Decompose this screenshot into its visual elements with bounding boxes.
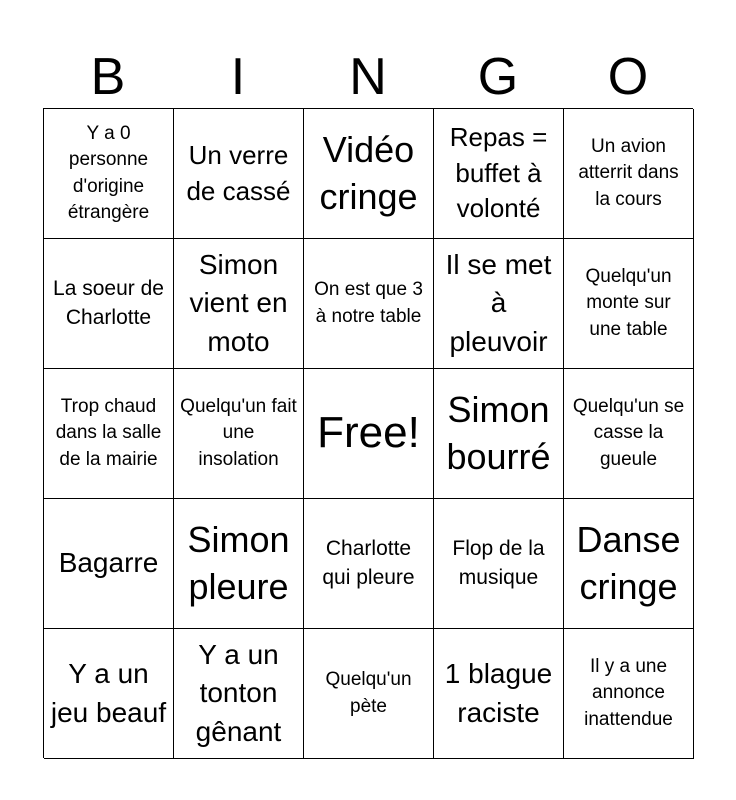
cell-text: Simon pleure <box>187 518 290 607</box>
bingo-cell[interactable] <box>434 109 564 239</box>
bingo-cell[interactable] <box>564 499 694 629</box>
bingo-cell[interactable] <box>304 499 434 629</box>
cell-text: 1 blague raciste <box>444 657 553 728</box>
bingo-cell[interactable] <box>564 369 694 499</box>
bingo-cell[interactable] <box>434 369 564 499</box>
bingo-cell[interactable] <box>564 629 694 759</box>
cell-text: Simon vient en moto <box>189 248 288 357</box>
cell-text: Quelqu'un se casse la gueule <box>572 396 685 470</box>
bingo-cell[interactable] <box>44 369 174 499</box>
cell-text: Bagarre <box>58 547 159 579</box>
cell-text: Il se met à pleuvoir <box>445 248 552 357</box>
cell-text: Y a 0 personne d'origine étrangère <box>67 123 150 223</box>
free-text: Free! <box>317 408 420 458</box>
cell-text: Vidéo cringe <box>319 128 418 217</box>
bingo-cell[interactable] <box>174 629 304 759</box>
bingo-header <box>43 46 693 108</box>
cell-text: Il y a une annonce inattendue <box>584 656 673 730</box>
header-letter-o: O <box>607 48 649 106</box>
cell-text: La soeur de Charlotte <box>53 276 164 329</box>
bingo-cell[interactable] <box>434 499 564 629</box>
bingo-cell[interactable] <box>434 239 564 369</box>
free-cell[interactable] <box>304 369 434 499</box>
bingo-cell[interactable] <box>44 239 174 369</box>
cell-text: Flop de la musique <box>452 536 545 589</box>
bingo-cell[interactable] <box>304 239 434 369</box>
bingo-cell[interactable] <box>174 499 304 629</box>
bingo-cell[interactable] <box>44 499 174 629</box>
bingo-cell[interactable] <box>434 629 564 759</box>
cell-text: On est que 3 à notre table <box>314 279 423 327</box>
cell-text: Y a un jeu beauf <box>50 657 167 728</box>
cell-text: Quelqu'un monte sur une table <box>585 266 672 340</box>
bingo-cell[interactable] <box>564 239 694 369</box>
header-letter-b: B <box>90 48 126 106</box>
cell-text: Quelqu'un fait une insolation <box>180 396 297 470</box>
bingo-grid <box>43 108 693 758</box>
bingo-cell[interactable] <box>174 109 304 239</box>
bingo-cell[interactable] <box>564 109 694 239</box>
cell-text: Un avion atterrit dans la cours <box>578 136 679 210</box>
cell-text: Quelqu'un pète <box>325 669 412 717</box>
cell-text: Simon bourré <box>446 388 551 477</box>
bingo-cell[interactable] <box>44 629 174 759</box>
bingo-cell[interactable] <box>174 239 304 369</box>
cell-text: Trop chaud dans la salle de la mairie <box>55 396 162 470</box>
cell-text: Danse cringe <box>576 518 681 607</box>
header-letter-g: G <box>477 48 519 106</box>
header-letter-n: N <box>349 48 387 106</box>
bingo-cell[interactable] <box>44 109 174 239</box>
bingo-cell[interactable] <box>304 629 434 759</box>
cell-text: Repas = buffet à volonté <box>449 121 548 224</box>
bingo-cell[interactable] <box>174 369 304 499</box>
cell-text: Un verre de cassé <box>186 139 291 206</box>
cell-text: Charlotte qui pleure <box>322 536 415 589</box>
cell-text: Y a un tonton gênant <box>195 638 282 747</box>
header-letter-i: I <box>230 48 246 106</box>
bingo-cell[interactable] <box>304 109 434 239</box>
